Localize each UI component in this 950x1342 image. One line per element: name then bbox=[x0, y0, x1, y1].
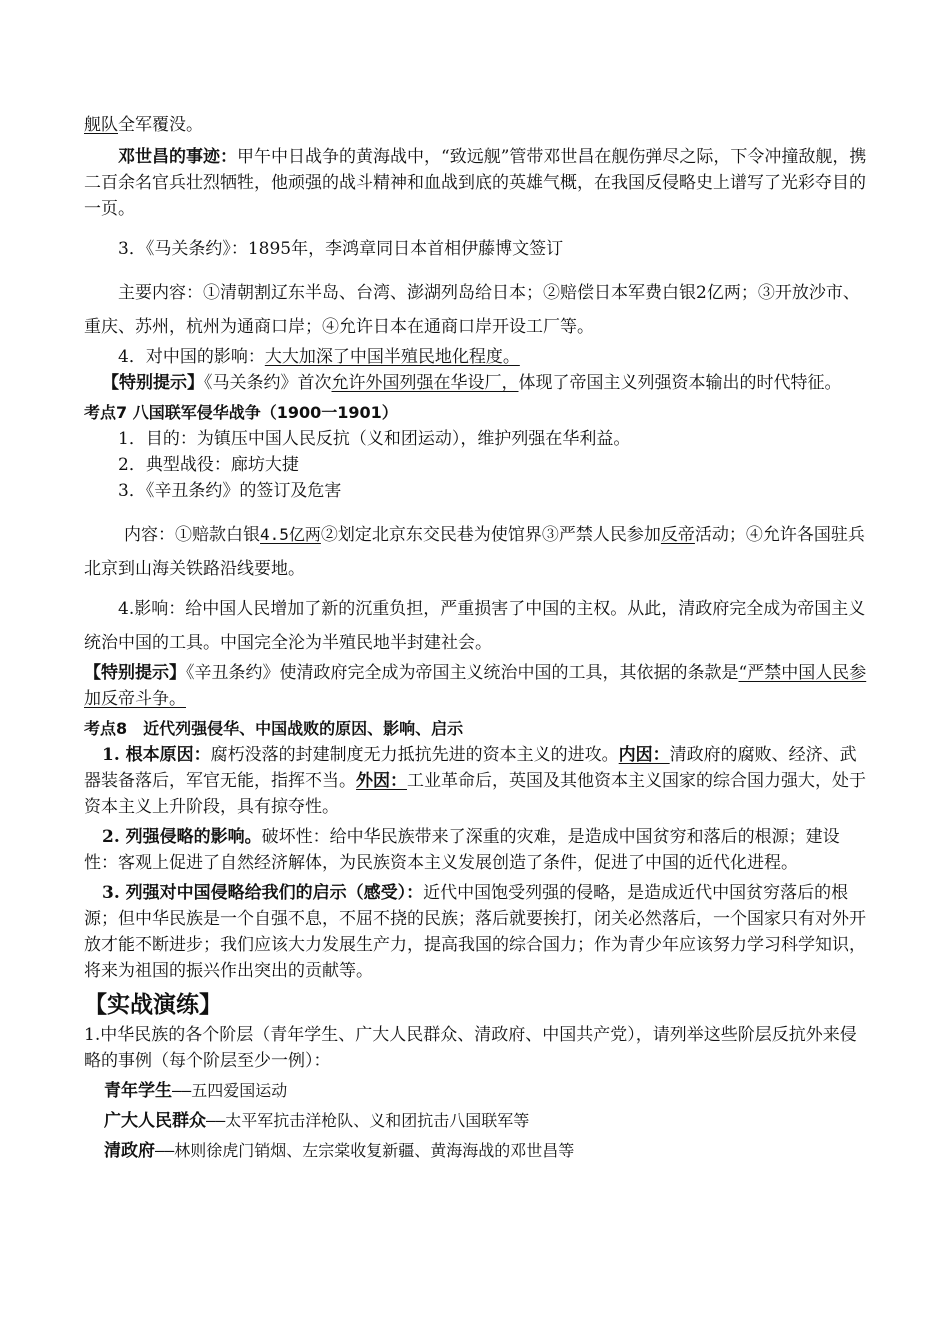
k7-item-2: 2．典型战役：廊坊大捷 bbox=[118, 455, 299, 475]
external-cause-text: 工业革命后，英国及其他资本主义国家的综合国力强大，处于资本主义上升阶段，具有掠夺性。 bbox=[84, 771, 866, 817]
k8-impact bbox=[84, 824, 870, 876]
reason-text: 腐朽没落的封建制度无力抵抗先进的资本主义的进攻。 bbox=[210, 745, 619, 765]
external-cause-label: 外因： bbox=[356, 771, 407, 791]
maguan-impact bbox=[84, 344, 870, 370]
answer-masses bbox=[84, 1108, 870, 1134]
tip-label: 【特别提示】 bbox=[84, 663, 186, 683]
tip-underlined: “严禁中国人民参加反帝斗争。 bbox=[84, 663, 867, 709]
anti-imperialism-term: 反帝 bbox=[660, 525, 695, 545]
tip-text: 《辛丑条约》使清政府完全成为帝国主义统治中国的工具，其依据的条款是 bbox=[186, 663, 739, 683]
tip-underlined: 允许外国列强在华设厂， bbox=[331, 373, 519, 393]
lesson-label: 3. 列强对中国侵略给我们的启示（感受）： bbox=[102, 883, 424, 903]
answer-label: 广大人民群众 bbox=[104, 1111, 206, 1131]
underlined-term: 舰队 bbox=[84, 115, 118, 135]
answer-text: ——林则徐虎门销烟、左宗棠收复新疆、黄海海战的邓世昌等 bbox=[155, 1141, 575, 1160]
deng-label: 邓世昌的事迹： bbox=[118, 147, 237, 167]
section-title-k8: 考点8 近代列强侵华、中国战败的原因、影响、启示 bbox=[84, 719, 464, 738]
paragraph-text: 全军覆没。 bbox=[118, 115, 203, 135]
impact-label: 2. 列强侵略的影响。 bbox=[102, 827, 262, 847]
tip-label: 【特别提示】 bbox=[102, 373, 204, 393]
internal-cause-text: 清政府的腐败、经济、武器装备落后，军官无能，指挥不当。 bbox=[84, 745, 857, 791]
section-title-k7: 考点7 八国联军侵华战争（1900一1901） bbox=[84, 403, 398, 422]
maguan-heading: 3．《马关条约》：1895年，李鸿章同日本首相伊藤博文签订 bbox=[118, 239, 564, 259]
content-text-post: 活动；④允许各国驻兵北京到山海关铁路沿线要地。 bbox=[84, 525, 865, 579]
answer-text: ——太平军抗击洋枪队、义和团抗击八国联军等 bbox=[206, 1111, 530, 1130]
answer-label: 青年学生 bbox=[104, 1081, 172, 1101]
practice-question-1: 1.中华民族的各个阶层（青年学生、广大人民群众、清政府、中国共产党），请列举这些阶层反抗外来侵略的事例（每个阶层至少一例）： bbox=[84, 1025, 857, 1071]
k7-item-4: 4.影响：给中国人民增加了新的沉重负担，严重损害了中国的主权。从此，清政府完全成为帝国主义统治中国的工具。中国完全沦为半殖民地半封建社会。 bbox=[84, 599, 866, 653]
k8-reason bbox=[84, 742, 870, 820]
maguan-content: 主要内容：①清朝割辽东半岛、台湾、澎湖列岛给日本；②赔偿日本军费白银2亿两；③开放沙市、重庆、苏州，杭州为通商口岸；④允许日本在通商口岸开设工厂等。 bbox=[84, 283, 860, 337]
indemnity-amount: 4.5亿两 bbox=[260, 525, 321, 544]
tip-xinchou bbox=[84, 660, 870, 712]
k7-content bbox=[84, 518, 870, 586]
content-text: 内容：①赔款白银 bbox=[124, 525, 260, 545]
tip-text: 《马关条约》首次 bbox=[204, 373, 332, 393]
deng-text: 甲午中日战争的黄海战中，“致远舰”管带邓世昌在舰伤弹尽之际，下令冲撞敌舰，携二百余名官兵壮烈牺牲，他顽强的战斗精神和血战到底的英雄气概，在我国反侵略史上谱写了光彩夺目的一页。 bbox=[84, 147, 867, 219]
lesson-text: 近代中国饱受列强的侵略，是造成近代中国贫穷落后的根源；但中华民族是一个自强不息，不屈不挠的民族；落后就要挨打，闭关必然落后，一个国家只有对外开放才能不断进步；我们应该大力发展生产力，提高我国的综合国力；作为青少年应该努力学习科学知识，将来为祖国的振兴作出突出的贡献等。 bbox=[84, 883, 866, 981]
answer-students bbox=[84, 1078, 870, 1104]
content-text-mid: ②划定北京东交民巷为使馆界③严禁人民参加 bbox=[320, 525, 661, 545]
impact-underlined: 大大加深了中国半殖民地化程度。 bbox=[264, 347, 520, 367]
practice-heading: 【实战演练】 bbox=[84, 992, 222, 1018]
answer-qing-government bbox=[84, 1138, 870, 1164]
reason-label: 1. 根本原因： bbox=[102, 745, 211, 765]
paragraph-deng bbox=[84, 144, 870, 222]
k7-item-1: 1．目的：为镇压中国人民反抗（义和团运动），维护列强在华利益。 bbox=[118, 429, 631, 449]
k7-item-3: 3．《辛丑条约》的签订及危害 bbox=[118, 481, 342, 501]
impact-text: 破坏性：给中华民族带来了深重的灾难，是造成中国贫穷和落后的根源；建设性：客观上促进了自然经济解体，为民族资本主义发展创造了条件，促进了中国的近代化进程。 bbox=[84, 827, 840, 873]
document-page bbox=[84, 112, 870, 1164]
k8-lesson bbox=[84, 880, 870, 984]
tip-maguan bbox=[84, 370, 870, 396]
answer-text: ——五四爱国运动 bbox=[172, 1081, 288, 1100]
tip-text-post: 体现了帝国主义列强资本输出的时代特征。 bbox=[518, 373, 842, 393]
paragraph-fleet bbox=[84, 112, 870, 138]
impact-label: 4．对中国的影响： bbox=[118, 347, 265, 367]
answer-label: 清政府 bbox=[104, 1141, 155, 1161]
internal-cause-label: 内因： bbox=[618, 745, 670, 765]
